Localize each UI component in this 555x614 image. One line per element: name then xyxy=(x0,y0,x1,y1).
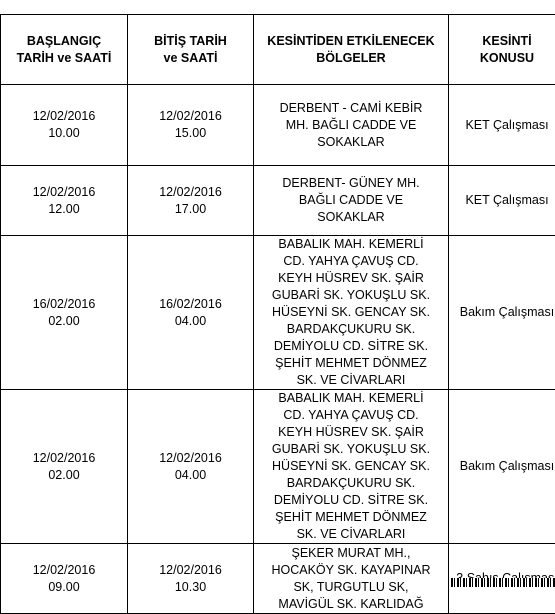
end-datetime-cell: 16/02/2016 04.00 xyxy=(128,236,254,390)
end-datetime-cell: 12/02/2016 10.30 xyxy=(128,544,254,614)
affected-region-cell: ŞEKER MURAT MH., HOCAKÖY SK. KAYAPINAR SK, TURGUTLU SK, MAVİGÜL SK. KARLIDAĞ xyxy=(254,544,449,614)
end-datetime-cell: 12/02/2016 17.00 xyxy=(128,166,254,236)
table-row xyxy=(1,166,555,236)
start-datetime-cell: 12/02/2016 02.00 xyxy=(1,390,128,544)
end-datetime-cell: 12/02/2016 15.00 xyxy=(128,85,254,166)
affected-region-cell: BABALIK MAH. KEMERLİ CD. YAHYA ÇAVUŞ CD. KEYH HÜSREV SK. ŞAİR GUBARİ SK. YOKUŞLU SK. HÜSEYNİ SK. GENCAY SK. BARDAKÇUKURU SK. DEMİYOLU CD. SİTRE SK. ŞEHİT MEHMET DÖNMEZ SK. VE CİVARLARI xyxy=(254,390,449,544)
start-datetime-cell: 12/02/2016 09.00 xyxy=(1,544,128,614)
barcode-strip xyxy=(448,578,555,587)
affected-region-cell: DERBENT- GÜNEY MH. BAĞLI CADDE VE SOKAKLAR xyxy=(254,166,449,236)
start-datetime-cell: 12/02/2016 10.00 xyxy=(1,85,128,166)
affected-region-cell: BABALIK MAH. KEMERLİ CD. YAHYA ÇAVUŞ CD. KEYH HÜSREV SK. ŞAİR GUBARİ SK. YOKUŞLU SK. HÜSEYNİ SK. GENCAY SK. BARDAKÇUKURU SK. DEMİYOLU CD. SİTRE SK. ŞEHİT MEHMET DÖNMEZ SK. VE CİVARLARI xyxy=(254,236,449,390)
header-end-datetime: BİTİŞ TARİH ve SAATİ xyxy=(128,15,254,85)
outage-topic-cell: KET Çalışması xyxy=(449,85,555,166)
start-datetime-cell: 16/02/2016 02.00 xyxy=(1,236,128,390)
header-start-datetime: BAŞLANGIÇ TARİH ve SAATİ xyxy=(1,15,128,85)
start-datetime-cell: 12/02/2016 12.00 xyxy=(1,166,128,236)
affected-region-cell: DERBENT - CAMİ KEBİR MH. BAĞLI CADDE VE SOKAKLAR xyxy=(254,85,449,166)
table-row xyxy=(1,236,555,390)
table-header-row xyxy=(1,15,555,85)
header-outage-topic: KESİNTİ KONUSU xyxy=(449,15,555,85)
outage-schedule-table xyxy=(0,14,555,614)
outage-topic-cell: KET Çalışması xyxy=(449,166,555,236)
outage-topic-cell: Bakım Çalışması xyxy=(449,390,555,544)
outage-topic-cell: Bakım Çalışması xyxy=(449,236,555,390)
table-row xyxy=(1,390,555,544)
end-datetime-cell: 12/02/2016 04.00 xyxy=(128,390,254,544)
table-row xyxy=(1,85,555,166)
header-affected-regions: KESİNTİDEN ETKİLENECEK BÖLGELER xyxy=(254,15,449,85)
